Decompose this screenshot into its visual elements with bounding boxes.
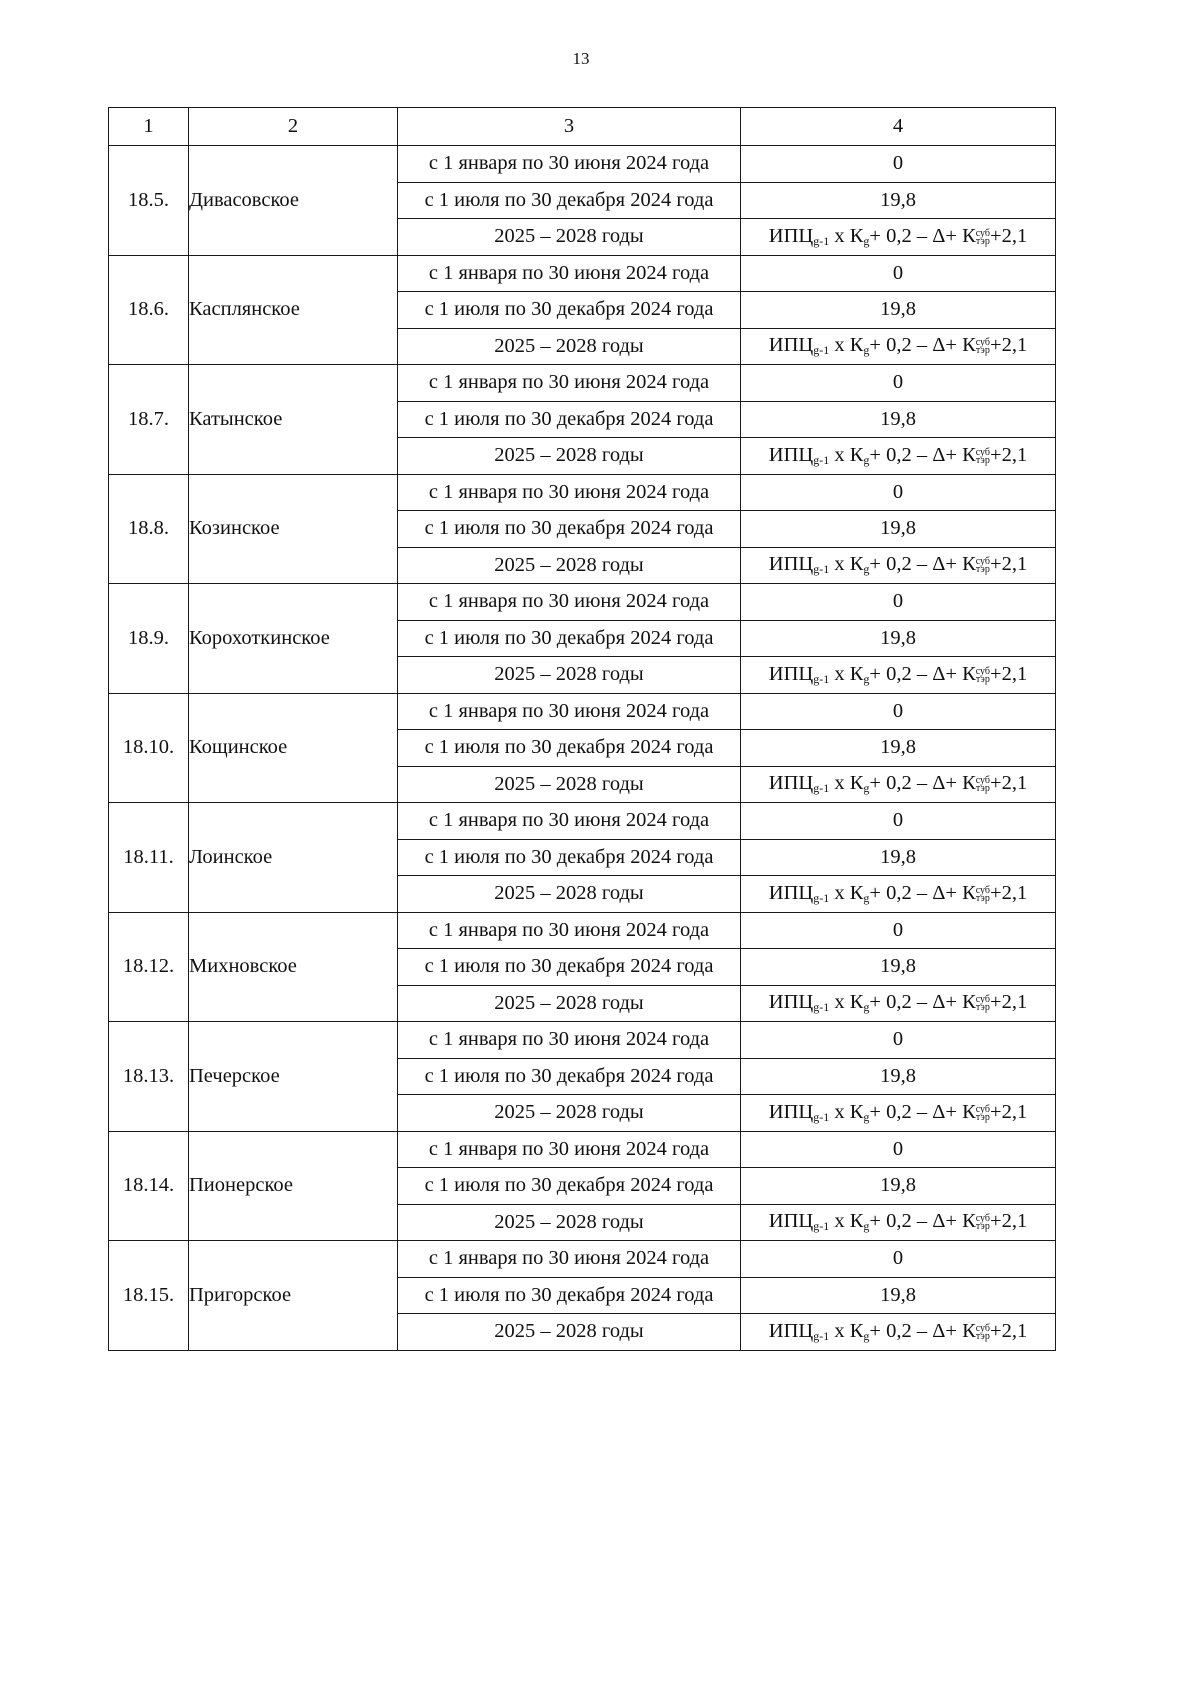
formula-superscript: суб [975, 1103, 991, 1115]
value-cell: 19,8 [741, 1058, 1056, 1095]
formula-index-g1: g-1 [813, 1109, 830, 1124]
formula-tail: +2,1 [990, 443, 1028, 466]
formula-index-g1: g-1 [813, 562, 830, 577]
value-cell: 0 [741, 474, 1056, 511]
period-cell: с 1 января по 30 июня 2024 года [398, 1241, 741, 1278]
table-row [109, 474, 1056, 511]
header-col-3: 3 [398, 108, 741, 146]
formula-index-g1: g-1 [813, 233, 830, 248]
formula-subscript: тэр [975, 454, 990, 466]
settlement-name: Печерское [189, 1022, 398, 1132]
formula-ipc: ИПЦ [768, 1319, 814, 1342]
period-cell: 2025 – 2028 годы [398, 438, 741, 475]
formula-cell [741, 1095, 1056, 1132]
formula-coefficient-k: х К [829, 1210, 864, 1233]
formula-middle: + 0,2 – Δ+ К [869, 1210, 976, 1233]
formula-index-g: g [863, 343, 870, 358]
period-cell: с 1 января по 30 июня 2024 года [398, 803, 741, 840]
value-cell: 0 [741, 1131, 1056, 1168]
formula-middle: + 0,2 – Δ+ К [869, 1100, 976, 1123]
row-number: 18.11. [109, 803, 189, 913]
period-cell: 2025 – 2028 годы [398, 766, 741, 803]
formula-index-g: g [863, 781, 870, 796]
row-number: 18.14. [109, 1131, 189, 1241]
formula-index-g: g [863, 233, 870, 248]
period-cell: с 1 июля по 30 декабря 2024 года [398, 401, 741, 438]
row-number: 18.5. [109, 146, 189, 256]
row-number: 18.8. [109, 474, 189, 584]
formula-ipc: ИПЦ [768, 1100, 814, 1123]
period-cell: с 1 июля по 30 декабря 2024 года [398, 839, 741, 876]
formula-ipc: ИПЦ [768, 334, 814, 357]
formula-index-g: g [863, 1109, 870, 1124]
period-cell: с 1 января по 30 июня 2024 года [398, 255, 741, 292]
value-cell: 19,8 [741, 1168, 1056, 1205]
formula-k-indices [975, 446, 991, 466]
formula-index-g: g [863, 1219, 870, 1234]
header-col-2: 2 [189, 108, 398, 146]
period-cell: с 1 июля по 30 декабря 2024 года [398, 292, 741, 329]
period-cell: с 1 января по 30 июня 2024 года [398, 1022, 741, 1059]
formula-index-g1: g-1 [813, 1328, 830, 1343]
period-cell: 2025 – 2028 годы [398, 985, 741, 1022]
period-cell: 2025 – 2028 годы [398, 1095, 741, 1132]
formula-cell [741, 547, 1056, 584]
formula-middle: + 0,2 – Δ+ К [869, 772, 976, 795]
period-cell: 2025 – 2028 годы [398, 1204, 741, 1241]
formula-tail: +2,1 [990, 1319, 1028, 1342]
formula-superscript: суб [975, 556, 991, 568]
formula-superscript: суб [975, 884, 991, 896]
formula-tail: +2,1 [990, 1210, 1028, 1233]
period-cell: 2025 – 2028 годы [398, 1314, 741, 1351]
period-cell: с 1 января по 30 июня 2024 года [398, 584, 741, 621]
settlement-name: Лоинское [189, 803, 398, 913]
formula-index-g: g [863, 671, 870, 686]
formula-subscript: тэр [975, 1002, 990, 1014]
value-cell: 19,8 [741, 401, 1056, 438]
formula-middle: + 0,2 – Δ+ К [869, 443, 976, 466]
formula-tail: +2,1 [990, 553, 1028, 576]
formula-cell [741, 219, 1056, 256]
formula-k-indices [976, 339, 990, 355]
value-cell: 19,8 [741, 511, 1056, 548]
formula-ipc: ИПЦ [768, 443, 814, 466]
header-col-1: 1 [109, 108, 189, 146]
formula-tail: +2,1 [990, 224, 1028, 247]
formula-index-g1: g-1 [813, 890, 830, 905]
table-row [109, 1131, 1056, 1168]
formula-subscript: тэр [975, 345, 990, 357]
header-col-4: 4 [741, 108, 1056, 146]
formula-middle: + 0,2 – Δ+ К [869, 553, 976, 576]
formula-superscript: суб [975, 1213, 991, 1225]
formula-middle: + 0,2 – Δ+ К [869, 224, 976, 247]
formula-ipc: ИПЦ [768, 1210, 814, 1233]
formula-subscript: тэр [975, 1330, 990, 1342]
value-cell: 19,8 [741, 839, 1056, 876]
formula-tail: +2,1 [990, 772, 1028, 795]
formula-index-g1: g-1 [813, 781, 830, 796]
formula-tail: +2,1 [990, 881, 1028, 904]
value-cell: 0 [741, 693, 1056, 730]
period-cell: с 1 июля по 30 декабря 2024 года [398, 182, 741, 219]
row-number: 18.12. [109, 912, 189, 1022]
formula-coefficient-k: х К [829, 881, 864, 904]
formula-ipc: ИПЦ [768, 224, 814, 247]
settlement-name: Пригорское [189, 1241, 398, 1351]
formula-tail: +2,1 [990, 991, 1028, 1014]
formula-index-g1: g-1 [813, 343, 830, 358]
period-cell: с 1 июля по 30 декабря 2024 года [398, 511, 741, 548]
formula-coefficient-k: х К [829, 224, 864, 247]
value-cell: 19,8 [741, 1277, 1056, 1314]
row-number: 18.9. [109, 584, 189, 694]
formula-coefficient-k: х К [829, 662, 864, 685]
formula-tail: +2,1 [990, 334, 1028, 357]
value-cell: 0 [741, 146, 1056, 183]
formula-cell [741, 657, 1056, 694]
table-row [109, 1241, 1056, 1278]
formula-superscript: суб [975, 1322, 991, 1334]
period-cell: с 1 июля по 30 декабря 2024 года [398, 1058, 741, 1095]
period-cell: 2025 – 2028 годы [398, 547, 741, 584]
formula-coefficient-k: х К [829, 1319, 864, 1342]
row-number: 18.7. [109, 365, 189, 475]
value-cell: 19,8 [741, 730, 1056, 767]
period-cell: с 1 января по 30 июня 2024 года [398, 1131, 741, 1168]
formula-subscript: тэр [975, 892, 990, 904]
period-cell: с 1 июля по 30 декабря 2024 года [398, 1168, 741, 1205]
value-cell: 0 [741, 912, 1056, 949]
formula-tail: +2,1 [990, 1100, 1028, 1123]
table-row [109, 693, 1056, 730]
formula-middle: + 0,2 – Δ+ К [869, 991, 976, 1014]
settlement-name: Корохоткинское [189, 584, 398, 694]
formula-index-g1: g-1 [813, 452, 830, 467]
table-row [109, 912, 1056, 949]
page-number: 13 [572, 49, 590, 68]
formula-coefficient-k: х К [829, 1100, 864, 1123]
formula-subscript: тэр [975, 783, 990, 795]
settlement-name: Дивасовское [189, 146, 398, 256]
formula-superscript: суб [975, 665, 991, 677]
table-body [109, 146, 1056, 1351]
formula-index-g: g [863, 452, 870, 467]
value-cell: 0 [741, 803, 1056, 840]
period-cell: с 1 января по 30 июня 2024 года [398, 365, 741, 402]
settlement-name: Пионерское [189, 1131, 398, 1241]
row-number: 18.13. [109, 1022, 189, 1132]
row-number: 18.10. [109, 693, 189, 803]
value-cell: 19,8 [741, 949, 1056, 986]
formula-ipc: ИПЦ [768, 772, 814, 795]
settlement-name: Касплянское [189, 255, 398, 365]
formula-k-indices [975, 1103, 991, 1123]
value-cell: 19,8 [741, 620, 1056, 657]
formula-k-indices [976, 558, 990, 574]
value-cell: 0 [741, 1241, 1056, 1278]
settlement-name: Козинское [189, 474, 398, 584]
period-cell: с 1 июля по 30 декабря 2024 года [398, 730, 741, 767]
formula-subscript: тэр [975, 1221, 990, 1233]
formula-k-indices [975, 884, 991, 904]
formula-subscript: тэр [975, 564, 990, 576]
formula-k-indices [976, 777, 990, 793]
formula-k-indices [975, 1322, 991, 1342]
formula-subscript: тэр [975, 235, 990, 247]
formula-coefficient-k: х К [829, 443, 864, 466]
period-cell: 2025 – 2028 годы [398, 328, 741, 365]
period-cell: с 1 июля по 30 декабря 2024 года [398, 949, 741, 986]
formula-ipc: ИПЦ [768, 662, 814, 685]
formula-cell [741, 1314, 1056, 1351]
period-cell: с 1 января по 30 июня 2024 года [398, 146, 741, 183]
period-cell: с 1 июля по 30 декабря 2024 года [398, 1277, 741, 1314]
formula-cell [741, 876, 1056, 913]
period-cell: с 1 января по 30 июня 2024 года [398, 693, 741, 730]
formula-tail: +2,1 [990, 662, 1028, 685]
formula-middle: + 0,2 – Δ+ К [869, 334, 976, 357]
settlement-name: Михновское [189, 912, 398, 1022]
formula-subscript: тэр [975, 1111, 990, 1123]
row-number: 18.6. [109, 255, 189, 365]
formula-cell [741, 328, 1056, 365]
formula-index-g: g [863, 1328, 870, 1343]
formula-superscript: суб [975, 227, 991, 239]
tariff-table [108, 107, 1056, 1351]
table-row [109, 584, 1056, 621]
value-cell: 0 [741, 365, 1056, 402]
formula-middle: + 0,2 – Δ+ К [869, 1319, 976, 1342]
formula-ipc: ИПЦ [768, 553, 814, 576]
formula-superscript: суб [975, 775, 991, 787]
value-cell: 0 [741, 1022, 1056, 1059]
formula-index-g: g [863, 890, 870, 905]
settlement-name: Кощинское [189, 693, 398, 803]
period-cell: 2025 – 2028 годы [398, 876, 741, 913]
formula-ipc: ИПЦ [768, 991, 814, 1014]
value-cell: 0 [741, 255, 1056, 292]
value-cell: 0 [741, 584, 1056, 621]
table-row [109, 146, 1056, 183]
period-cell: с 1 января по 30 июня 2024 года [398, 912, 741, 949]
formula-index-g: g [863, 562, 870, 577]
period-cell: 2025 – 2028 годы [398, 219, 741, 256]
formula-coefficient-k: х К [829, 553, 864, 576]
formula-ipc: ИПЦ [768, 881, 814, 904]
period-cell: с 1 января по 30 июня 2024 года [398, 474, 741, 511]
formula-middle: + 0,2 – Δ+ К [869, 662, 976, 685]
formula-coefficient-k: х К [829, 772, 864, 795]
formula-index-g1: g-1 [813, 671, 830, 686]
header-row [109, 108, 1056, 146]
formula-cell [741, 985, 1056, 1022]
period-cell: с 1 июля по 30 декабря 2024 года [398, 620, 741, 657]
row-number: 18.15. [109, 1241, 189, 1351]
formula-k-indices [975, 227, 991, 247]
value-cell: 19,8 [741, 182, 1056, 219]
table-row [109, 365, 1056, 402]
formula-coefficient-k: х К [829, 334, 864, 357]
table-row [109, 1022, 1056, 1059]
formula-k-indices [976, 996, 990, 1012]
formula-index-g1: g-1 [813, 1219, 830, 1234]
formula-cell [741, 766, 1056, 803]
formula-index-g: g [863, 1000, 870, 1015]
value-cell: 19,8 [741, 292, 1056, 329]
table-row [109, 803, 1056, 840]
formula-k-indices [975, 665, 991, 685]
formula-superscript: суб [975, 994, 991, 1006]
settlement-name: Катынское [189, 365, 398, 475]
formula-superscript: суб [975, 446, 991, 458]
formula-superscript: суб [975, 337, 991, 349]
formula-middle: + 0,2 – Δ+ К [869, 881, 976, 904]
formula-index-g1: g-1 [813, 1000, 830, 1015]
formula-subscript: тэр [975, 673, 990, 685]
formula-coefficient-k: х К [829, 991, 864, 1014]
formula-k-indices [976, 1215, 990, 1231]
formula-cell [741, 438, 1056, 475]
formula-cell [741, 1204, 1056, 1241]
period-cell: 2025 – 2028 годы [398, 657, 741, 694]
table-row [109, 255, 1056, 292]
